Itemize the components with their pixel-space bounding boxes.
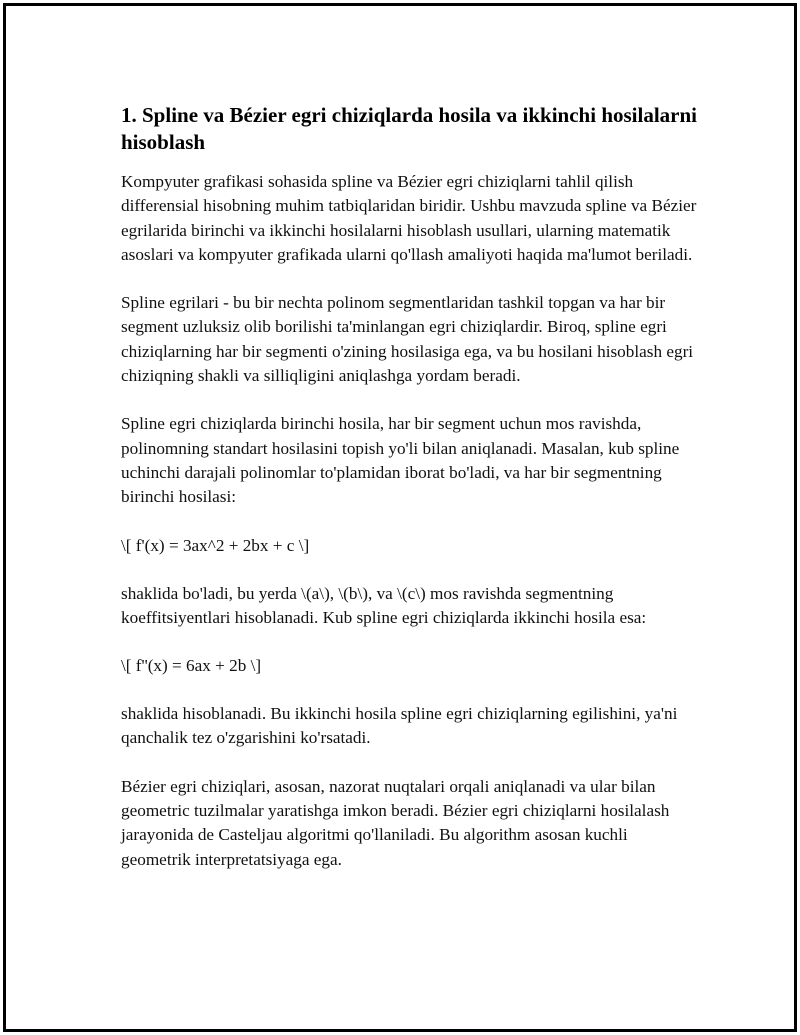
document-body [121,102,701,896]
paragraph-coefficients: shaklida bo'ladi, bu yerda \(a\), \(b\), va \(c\) mos ravishda segmentning koeffitsiyentlari hisoblanadi. Kub spline egri chiziqlarda ikkinchi hosila esa: [121,583,647,627]
formula-second-derivative: \[ f''(x) = 6ax + 2b \] [121,656,262,676]
paragraph-intro: Kompyuter grafikasi sohasida spline va Bézier egri chiziqlarni tahlil qilish differensial hisobning muhim tatbiqlaridan biridir. Ushbu mavzuda spline va Bézier egrilarida birinchi va ikkinchi hosilalarni hisoblash usullari, ularning matematik asoslari va kompyuter grafikada ularni qo'llash amaliyoti haqida ma'lumot beriladi. [121,172,697,264]
paragraph-first-derivative: Spline egri chiziqlarda birinchi hosila, har bir segment uchun mos ravishda, polinomning standart hosilasini topish yo'li bilan aniqlanadi. Masalan, kub spline uchinchi darajali polinomlar to'plamidan iborat bo'ladi, va har bir segmentning birinchi hosilasi: [121,414,680,507]
page-title: 1. Spline va Bézier egri chiziqlarda hosila va ikkinchi hosilalarni hisoblash [121,103,698,154]
formula-first-derivative: \[ f'(x) = 3ax^2 + 2bx + c \] [121,535,310,555]
page-frame [3,3,797,1032]
paragraph-bezier: Bézier egri chiziqlari, asosan, nazorat nuqtalari orqali aniqlanadi va ular bilan geometric tuzilmalar yaratishga imkon beradi. Bézier egri chiziqlarni hosilalash jarayonida de Casteljau algoritmi qo'llaniladi. Bu algorithm asosan kuchli geometrik interpretatsiyaga ega. [121,776,670,869]
paragraph-spline-definition: Spline egrilari - bu bir nechta polinom segmentlaridan tashkil topgan va har bir segment uzluksiz olib borilishi ta'minlangan egri chiziqlardir. Biroq, spline egri chiziqlarning har bir segmenti o'zining hosilasiga ega, va bu hosilani hisoblash egri chiziqning shakli va silliqligini aniqlashga yordam beradi. [121,293,694,386]
paragraph-curvature: shaklida hisoblanadi. Bu ikkinchi hosila spline egri chiziqlarning egilishini, ya'ni qanchalik tez o'zgarishini ko'rsatadi. [121,704,678,748]
